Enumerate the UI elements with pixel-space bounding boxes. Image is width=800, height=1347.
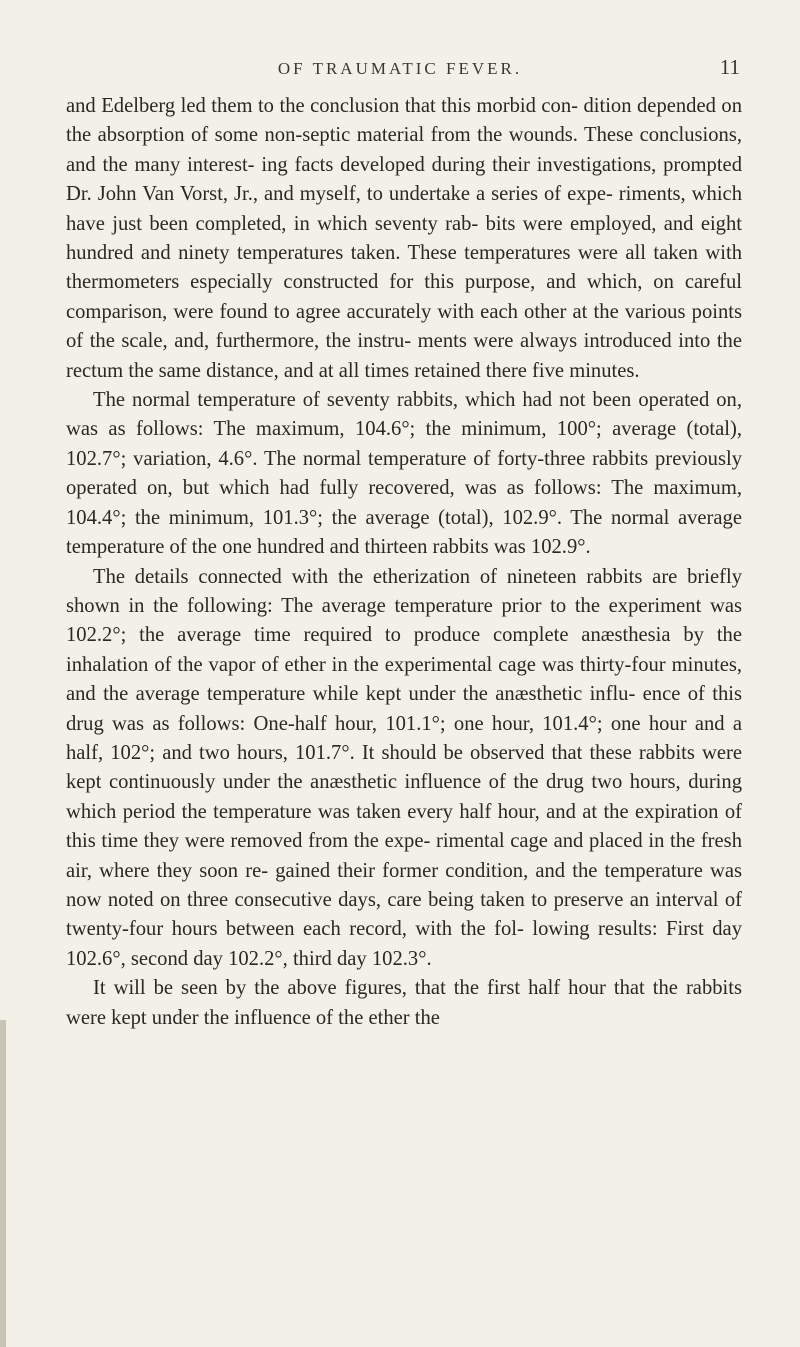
running-title: OF TRAUMATIC FEVER. — [277, 59, 523, 78]
body-text — [66, 92, 742, 1033]
paragraph: It will be seen by the above figures, that the first half hour that the rabbits were kept under the influence of the ether the — [66, 977, 742, 1029]
paragraph: The normal temperature of seventy rabbits, which had not been operated on, was as follows: The maximum, 104.6°; the minimum, 100°; average (total), 102.7°; variation, 4.6°. The normal temperature of forty-three rabbits previously operated on, but which had fully recovered, was as follows: The maximum, 104.4°; the minimum, 101.3°; the average (total), 102.9°. The normal average temperature of the one hundred and thirteen rabbits was 102.9°. — [66, 389, 742, 559]
page-edge-shadow — [0, 1020, 6, 1347]
running-head — [0, 55, 800, 85]
paragraph: and Edelberg led them to the conclusion that this morbid con- dition depended on the absorption of some non-septic material from the wounds. These conclusions, and the many interest- ing facts developed during their investigations, prompted Dr. John Van Vorst, Jr., and myself, to undertake a series of expe- riments, which have just been completed, in which seventy rab- bits were employed, and eight hundred and ninety temperatures taken. These temperatures were all taken with thermometers especially constructed for this purpose, and which, on careful comparison, were found to agree accurately with each other at the various points of the scale, and, furthermore, the instru- ments were always introduced into the rectum the same distance, and at all times retained there five minutes. — [66, 95, 742, 382]
page-number: 11 — [719, 55, 740, 79]
paragraph: The details connected with the etherization of nineteen rabbits are briefly shown in the following: The average temperature prior to the experiment was 102.2°; the average time required to produce complete anæsthesia by the inhalation of the vapor of ether in the experimental cage was thirty-four minutes, and the average temperature while kept under the anæsthetic influ- ence of this drug was as follows: One-half hour, 101.1°; one hour, 101.4°; one hour and a half, 102°; and two hours, 101.7°. It should be observed that these rabbits were kept continuously under the anæsthetic influence of the drug two hours, during which period the temperature was taken every half hour, and at the expiration of this time they were removed from the expe- rimental cage and placed in the fresh air, where they soon re- gained their former condition, and the temperature was now noted on three consecutive days, care being taken to preserve an interval of twenty-four hours between each record, with the fol- lowing results: First day 102.6°, second day 102.2°, third day 102.3°. — [66, 565, 742, 970]
